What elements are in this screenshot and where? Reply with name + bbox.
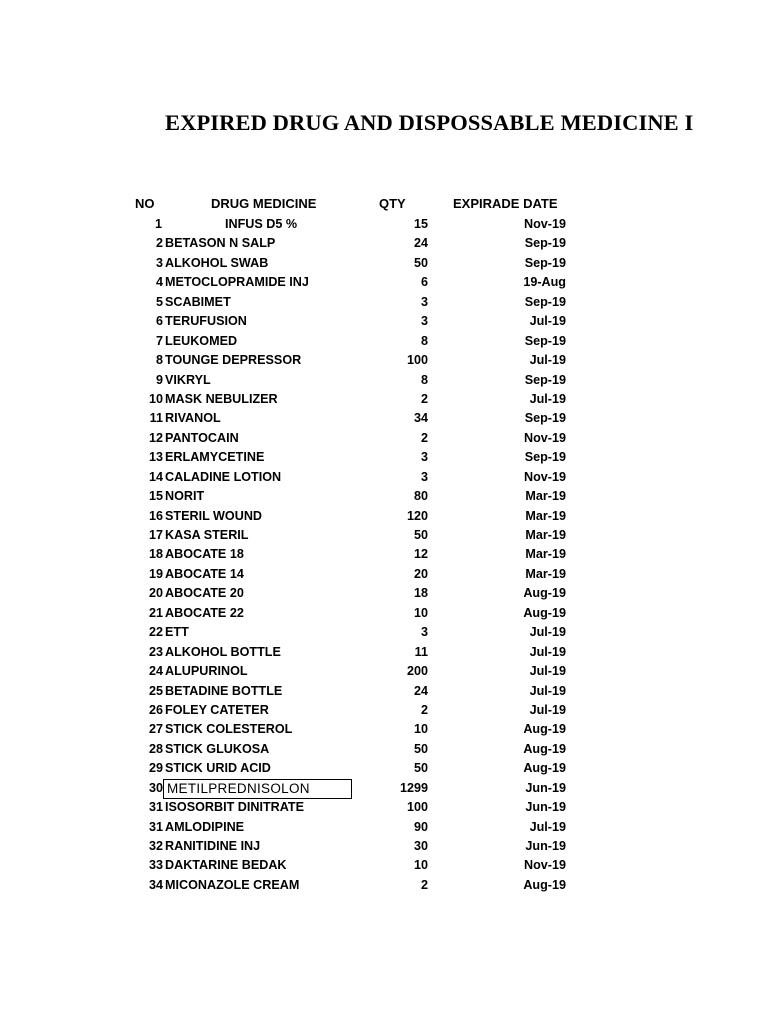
table-row [0, 740, 768, 759]
header-qty: QTY [379, 196, 406, 211]
row-qty: 2 [420, 702, 428, 717]
table-row [0, 429, 768, 448]
row-expire-date: Nov-19 [524, 217, 566, 231]
row-no: 33 [148, 858, 163, 873]
row-expire-date: Aug-19 [523, 741, 566, 756]
row-drug-name: ETT [165, 625, 189, 640]
drug-table [0, 215, 768, 895]
row-no: 13 [148, 450, 163, 465]
row-qty: 100 [406, 800, 428, 815]
row-drug-name: TERUFUSION [165, 314, 247, 329]
row-drug-name: BETADINE BOTTLE [165, 683, 283, 698]
row-drug-name: ALKOHOL SWAB [165, 255, 269, 270]
row-drug-name: VIKRYL [165, 372, 211, 387]
row-expire-date: Sep-19 [524, 236, 566, 251]
table-row [0, 720, 768, 739]
row-drug-name: METOCLOPRAMIDE INJ [165, 275, 309, 290]
table-row [0, 545, 768, 564]
row-expire-date: Aug-19 [523, 761, 566, 776]
row-qty: 24 [413, 236, 428, 251]
row-no: 30 [148, 780, 163, 795]
row-drug-name: RIVANOL [165, 411, 221, 426]
row-expire-date: Aug-19 [523, 586, 566, 601]
row-expire-date: Aug-19 [523, 605, 566, 620]
row-qty: 120 [406, 508, 428, 523]
row-qty: 34 [413, 411, 428, 426]
row-drug-name: ABOCATE 18 [165, 547, 244, 562]
row-drug-name: SCABIMET [165, 294, 231, 309]
row-qty: 12 [413, 547, 428, 562]
row-drug-name: ALKOHOL BOTTLE [165, 644, 281, 659]
row-expire-date: Jul-19 [529, 664, 566, 679]
row-qty: 30 [413, 839, 428, 853]
row-no: 14 [148, 469, 163, 484]
row-drug-name: NORIT [165, 489, 205, 504]
row-qty: 18 [413, 586, 428, 601]
row-no: 5 [155, 294, 163, 309]
row-qty: 20 [413, 566, 428, 581]
row-expire-date: Jul-19 [529, 353, 566, 368]
row-expire-date: Jun-19 [525, 800, 566, 815]
row-expire-date: Jul-19 [529, 819, 566, 834]
row-expire-date: Sep-19 [524, 294, 566, 309]
row-no: 11 [149, 411, 163, 426]
row-no: 24 [148, 664, 163, 679]
row-drug-name: STERIL WOUND [165, 508, 263, 523]
table-row [0, 662, 768, 681]
row-expire-date: Aug-19 [523, 877, 566, 892]
row-expire-date: Jun-19 [525, 780, 566, 795]
table-row [0, 507, 768, 526]
table-row [0, 643, 768, 662]
row-drug-name: PANTOCAIN [165, 430, 239, 445]
row-drug-name: RANITIDINE INJ [165, 839, 261, 853]
row-no: 28 [148, 741, 163, 756]
row-qty: 200 [406, 664, 428, 679]
row-qty: 3 [420, 314, 428, 329]
row-drug-name: MASK NEBULIZER [165, 391, 278, 406]
row-expire-date: Jul-19 [529, 644, 566, 659]
table-row [0, 332, 768, 351]
row-drug-name: STICK COLESTEROL [165, 722, 293, 737]
table-row [0, 584, 768, 603]
row-expire-date: Jul-19 [529, 314, 566, 329]
header-no: NO [135, 196, 155, 211]
table-row [0, 215, 768, 234]
row-qty: 100 [406, 353, 428, 368]
row-qty: 50 [413, 528, 428, 542]
row-drug-name: DAKTARINE BEDAK [165, 858, 287, 873]
row-qty: 2 [420, 391, 428, 406]
table-row [0, 876, 768, 895]
table-row [0, 623, 768, 642]
table-row [0, 448, 768, 467]
row-expire-date: Mar-19 [525, 528, 566, 542]
row-qty: 80 [413, 489, 428, 504]
row-qty: 6 [420, 275, 428, 290]
table-row [0, 312, 768, 331]
row-qty: 3 [420, 294, 428, 309]
row-expire-date: Sep-19 [524, 372, 566, 387]
row-qty: 11 [414, 644, 428, 659]
row-expire-date: Jul-19 [529, 625, 566, 640]
row-drug-name: FOLEY CATETER [165, 702, 269, 717]
row-no: 31 [148, 800, 163, 815]
row-no: 4 [155, 275, 163, 290]
row-no: 3 [155, 255, 163, 270]
row-no: 12 [148, 430, 163, 445]
table-row [0, 701, 768, 720]
selected-cell-drug[interactable]: METILPREDNISOLON [163, 779, 352, 799]
row-expire-date: Jul-19 [529, 702, 566, 717]
row-qty: 10 [413, 722, 428, 737]
table-row [0, 526, 768, 545]
row-drug-name: STICK GLUKOSA [165, 741, 270, 756]
row-drug-name: ALUPURINOL [165, 664, 248, 679]
row-no: 10 [148, 391, 163, 406]
row-expire-date: Mar-19 [525, 566, 566, 581]
row-no: 34 [148, 877, 163, 892]
row-drug-name: LEUKOMED [165, 333, 238, 348]
row-no: 15 [148, 489, 163, 504]
row-no: 19 [148, 566, 163, 581]
row-expire-date: Jun-19 [525, 839, 566, 853]
row-qty: 90 [413, 819, 428, 834]
table-row [0, 293, 768, 312]
row-drug-name: INFUS D5 % [225, 217, 298, 231]
row-qty: 3 [420, 469, 428, 484]
table-row [0, 254, 768, 273]
row-drug-name: ABOCATE 14 [165, 566, 244, 581]
row-qty: 50 [413, 761, 428, 776]
row-drug-name: AMLODIPINE [165, 819, 245, 834]
row-qty: 24 [413, 683, 428, 698]
table-row [0, 273, 768, 292]
row-no: 31 [148, 819, 163, 834]
row-no: 9 [155, 372, 163, 387]
row-drug-name: TOUNGE DEPRESSOR [165, 353, 302, 368]
table-row [0, 487, 768, 506]
table-row [0, 371, 768, 390]
table-row [0, 818, 768, 837]
row-drug-name: BETASON N SALP [165, 236, 276, 251]
row-expire-date: Jul-19 [529, 391, 566, 406]
row-no: 29 [148, 761, 163, 776]
row-expire-date: Sep-19 [524, 333, 566, 348]
row-drug-name: MICONAZOLE CREAM [165, 877, 300, 892]
row-qty: 50 [413, 255, 428, 270]
row-drug-name: ERLAMYCETINE [165, 450, 265, 465]
row-no: 22 [148, 625, 163, 640]
row-no: 18 [148, 547, 163, 562]
table-row [0, 779, 768, 798]
table-row [0, 798, 768, 817]
row-drug-name: CALADINE LOTION [165, 469, 282, 484]
row-expire-date: Mar-19 [525, 489, 566, 504]
table-row [0, 351, 768, 370]
row-no: 21 [148, 605, 163, 620]
row-expire-date: Jul-19 [529, 683, 566, 698]
row-expire-date: Sep-19 [524, 255, 566, 270]
row-drug-name: STICK URID ACID [165, 761, 271, 776]
row-no: 27 [148, 722, 163, 737]
row-no: 7 [155, 333, 163, 348]
row-qty: 10 [413, 858, 428, 873]
row-no: 16 [148, 508, 163, 523]
row-expire-date: Sep-19 [524, 450, 566, 465]
row-expire-date: Mar-19 [525, 547, 566, 562]
row-expire-date: Nov-19 [524, 469, 566, 484]
table-row [0, 234, 768, 253]
row-qty: 3 [420, 625, 428, 640]
row-expire-date: 19-Aug [523, 275, 566, 290]
table-row [0, 759, 768, 778]
row-no: 17 [148, 528, 163, 542]
table-row [0, 468, 768, 487]
table-row [0, 565, 768, 584]
row-expire-date: Sep-19 [524, 411, 566, 426]
header-expirade-date: EXPIRADE DATE [453, 196, 558, 211]
row-no: 1 [155, 217, 163, 231]
row-no: 6 [155, 314, 163, 329]
row-drug-name: ABOCATE 20 [165, 586, 244, 601]
table-row [0, 409, 768, 428]
table-row [0, 604, 768, 623]
row-no: 25 [148, 683, 163, 698]
row-no: 20 [148, 586, 163, 601]
header-drug-medicine: DRUG MEDICINE [211, 196, 317, 211]
row-expire-date: Nov-19 [524, 858, 566, 873]
table-row [0, 390, 768, 409]
row-qty: 15 [413, 217, 428, 231]
row-expire-date: Mar-19 [525, 508, 566, 523]
row-drug-name: ABOCATE 22 [165, 605, 244, 620]
row-no: 8 [155, 353, 163, 368]
row-qty: 10 [413, 605, 428, 620]
row-no: 23 [148, 644, 163, 659]
row-qty: 50 [413, 741, 428, 756]
row-drug-name: ISOSORBIT DINITRATE [165, 800, 304, 815]
row-expire-date: Aug-19 [523, 722, 566, 737]
row-qty: 8 [420, 333, 428, 348]
row-no: 26 [148, 702, 163, 717]
row-qty: 8 [420, 372, 428, 387]
table-row [0, 856, 768, 875]
row-qty: 3 [420, 450, 428, 465]
row-drug-name: KASA STERIL [165, 528, 249, 542]
document-title: EXPIRED DRUG AND DISPOSSABLE MEDICINE I [165, 110, 694, 135]
row-expire-date: Nov-19 [524, 430, 566, 445]
table-row [0, 682, 768, 701]
row-no: 32 [148, 839, 163, 853]
row-qty: 2 [420, 877, 428, 892]
row-qty: 1299 [399, 780, 428, 795]
row-no: 2 [155, 236, 163, 251]
row-qty: 2 [420, 430, 428, 445]
table-row [0, 837, 768, 856]
